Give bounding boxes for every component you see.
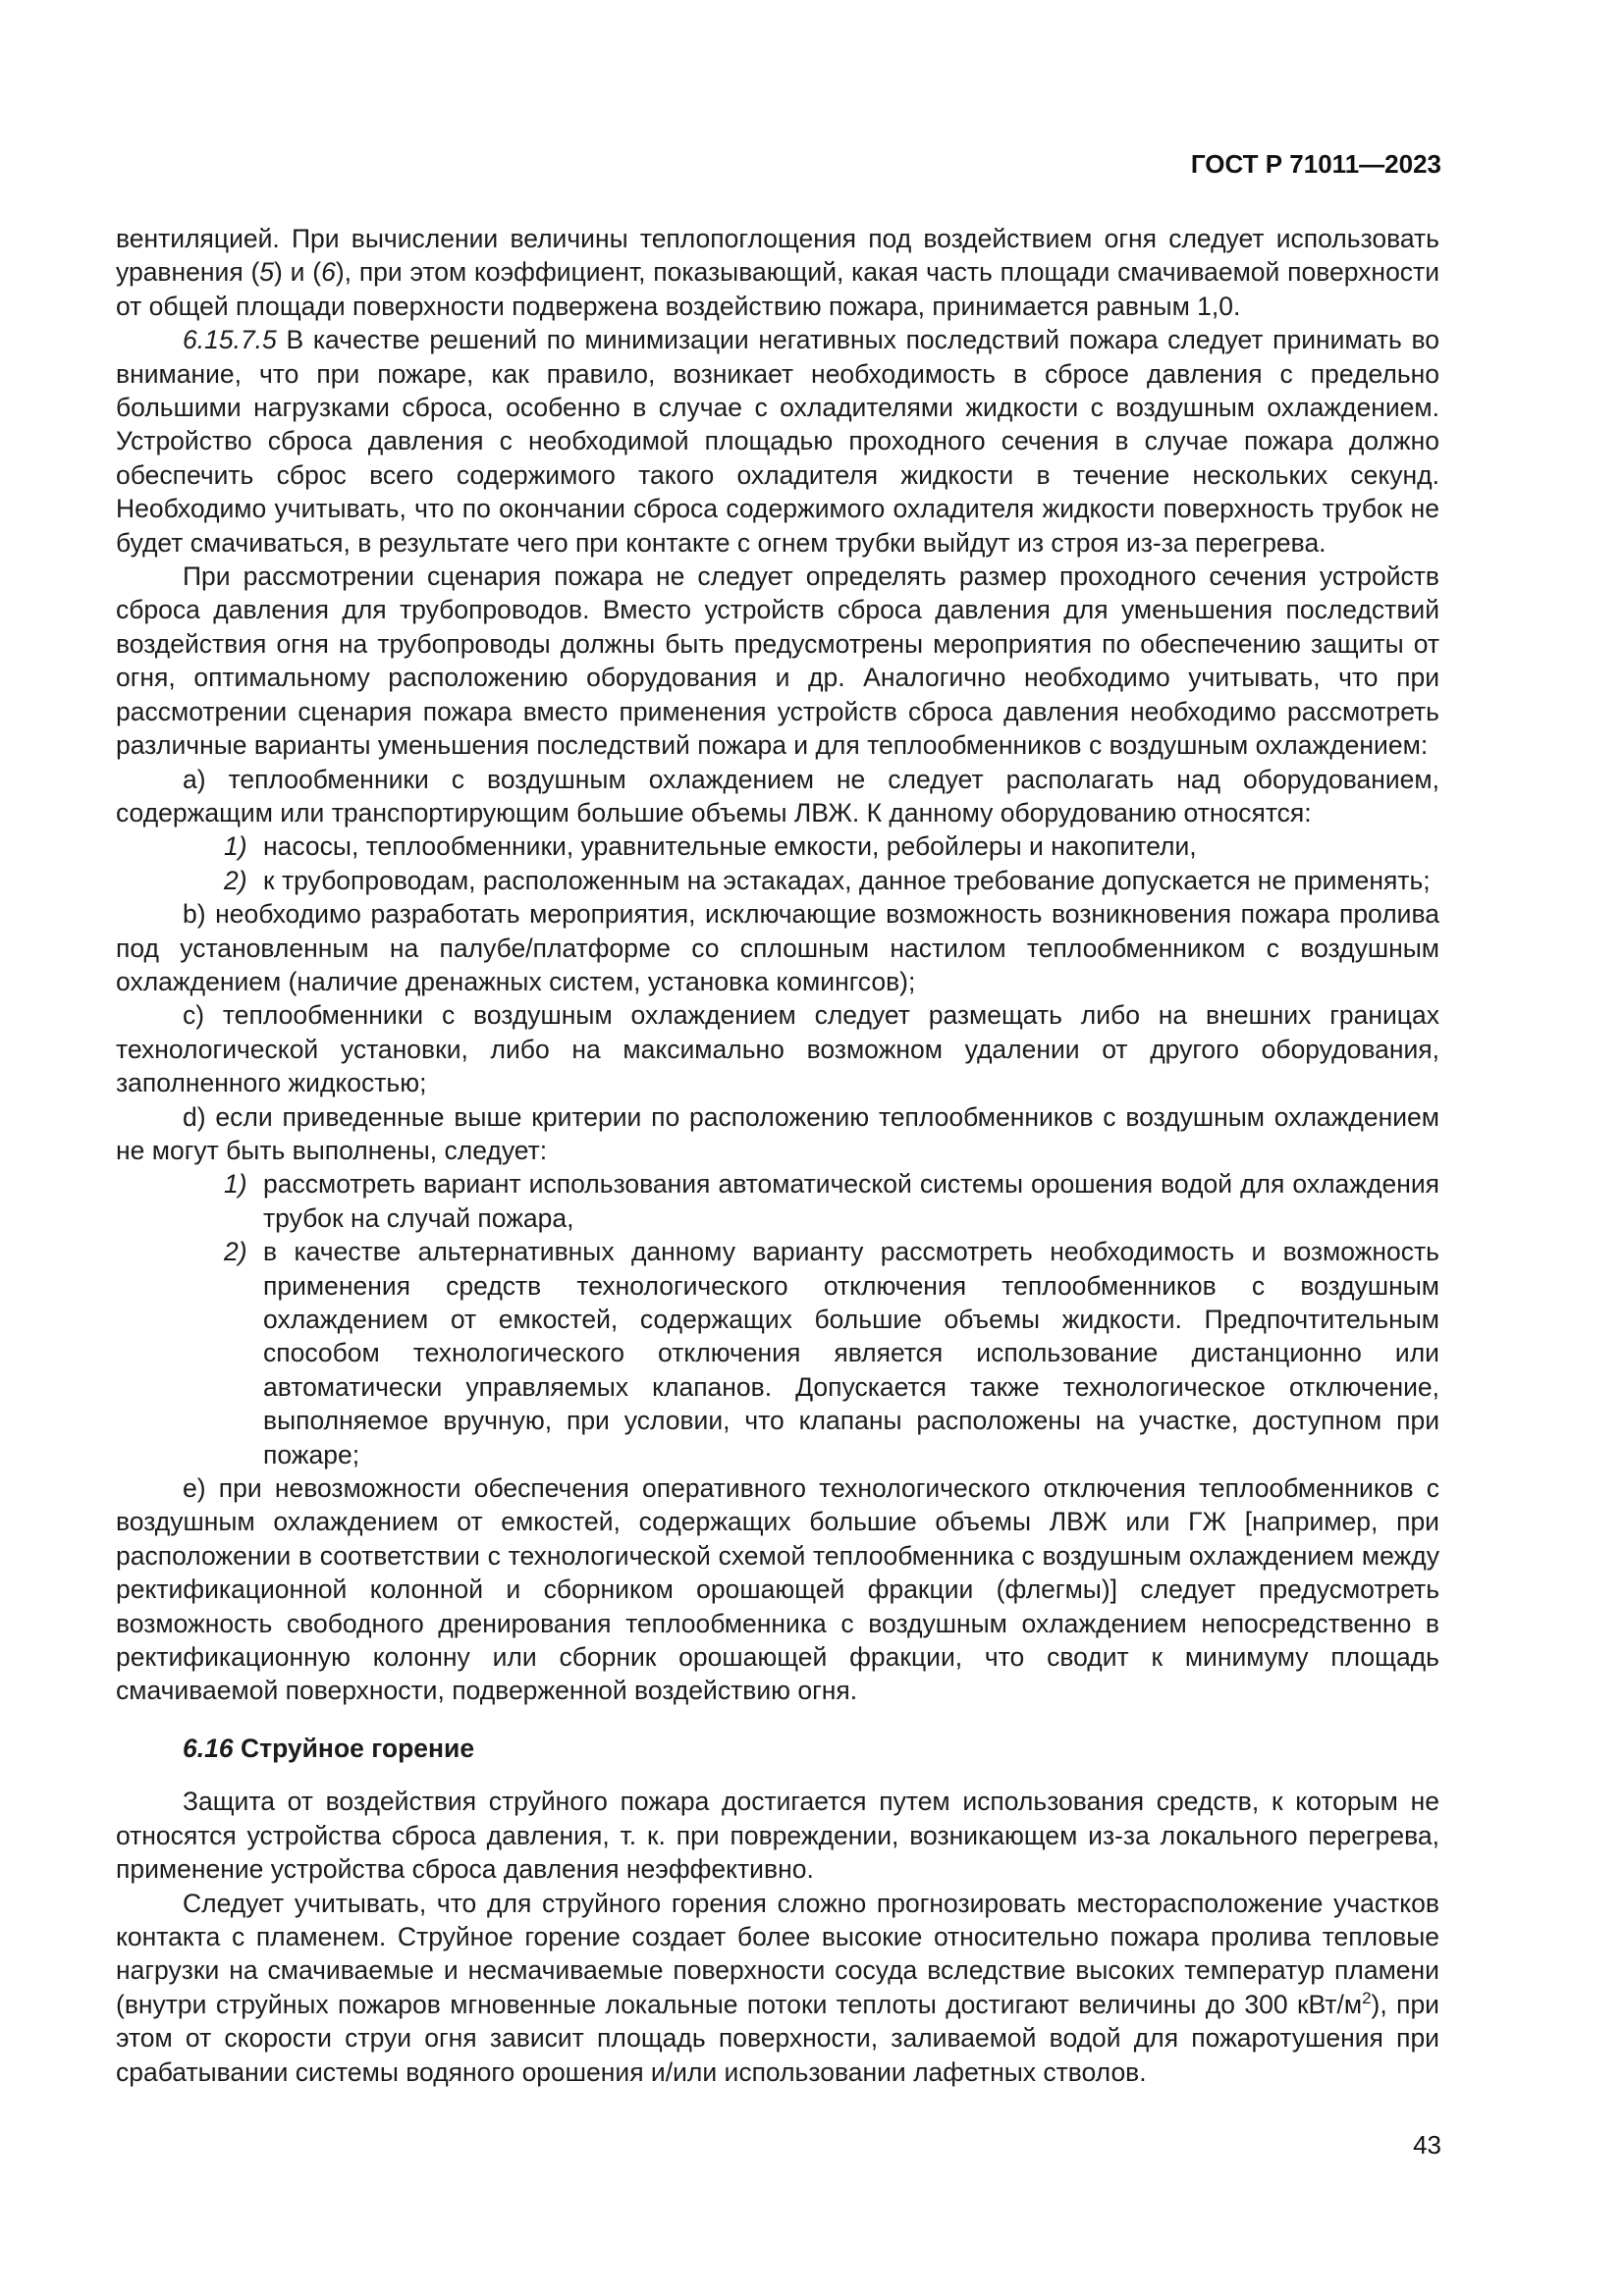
paragraph-scenario: При рассмотрении сценария пожара не следует определять размер проходного сечения устройств сброса давления для трубопроводов. Вместо устройств сброса давления для уменьшения последствий воздействия огня на трубопроводы должны быть предусмотрены мероприятия по обеспечению защиты от огня, оптимальному расположению оборудования и др. Аналогично необходимо учитывать, что при рассмотрении сценария пожара вместо применения устройств сброса давления необходимо рассмотреть различные варианты уменьшения последствий пожара и для теплообменников с воздушным охлаждением:: [116, 561, 1439, 761]
list-label: b): [183, 899, 206, 930]
clause-number: 6.15.7.5: [183, 325, 277, 355]
list-item-d: d) если приведенные выше критерии по расположению теплообменников с воздушным охлаждением не могут быть выполнены, следует:: [116, 1101, 1439, 1165]
sub-item-number: 1): [224, 1169, 247, 1200]
paragraph-jet-1: Защита от воздействия струйного пожара достигается путем использования средств, к которым не относятся устройства сброса давления, т. к. при повреждении, возникающем из-за локального перегрева, применение устройства сброса давления неэффективно.: [116, 1787, 1439, 1885]
sub-item: 2) к трубопроводам, расположенным на эстакадах, данное требование допускается не применять;: [116, 864, 1439, 897]
section-heading-6-16: [116, 1732, 1439, 1765]
sub-item-number: 2): [224, 865, 247, 895]
section-title: Струйное горение: [240, 1733, 475, 1763]
paragraph-6-15-7-5: 6.15.7.5 В качестве решений по минимизации негативных последствий пожара следует принимать во внимание, что при пожаре, как правило, возникает необходимость в сбросе давления с предельно большими нагрузками сброса, особенно в случае с охладителями жидкости с воздушным охлаждением. Устройство сброса давления с необходимой площадью проходного сечения в случае пожара должно обеспечить сброс всего содержимого такого охладителя жидкости в течение нескольких секунд. Необходимо учитывать, что по окончании сброса содержимого охладителя жидкости поверхность трубок не будет смачиваться, в результате чего при контакте с огнем трубки выйдут из строя из-за перегрева.: [116, 325, 1439, 558]
list-label: c): [183, 1000, 205, 1031]
list-item-b: b) необходимо разработать мероприятия, исключающие возможность возникновения пожара пролива под установленным на палубе/платформе со сплошным настилом теплообменником с воздушным охлаждением (наличие дренажных систем, установка комингсов);: [116, 899, 1439, 996]
section-number: 6.16: [183, 1733, 234, 1763]
equation-ref-5: 5: [259, 257, 275, 288]
sub-item-number: 2): [224, 1237, 247, 1267]
page-number: 43: [1413, 2130, 1441, 2160]
page-body: [116, 222, 1439, 2089]
list-label: e): [183, 1473, 206, 1504]
sub-item: 1) рассмотреть вариант использования автоматической системы орошения водой для охлаждения трубок на случай пожара,: [116, 1167, 1439, 1235]
paragraph-jet-2: Следует учитывать, что для струйного горения сложно прогнозировать месторасположение участков контакта с пламенем. Струйное горение создает более высокие относительно пожара пролива тепловые нагрузки на смачиваемые и несмачиваемые поверхности сосуда вследствие высоких температур пламени (внутри струйных пожаров мгновенные локальные потоки теплоты достигают величины до 300 кВт/$м^2$), при этом от скорости струи огня зависит площадь поверхности, заливаемой водой для пожаротушения при срабатывании системы водяного орошения и/или использовании лафетных стволов.: [116, 1888, 1439, 2087]
sub-item: 2) в качестве альтернативных данному варианту рассмотреть необходимость и возможность применения средств технологического отключения теплообменников с воздушным охлаждением от емкостей, содержащих большие объемы жидкости. Предпочтительным способом технологического отключения является использование дистанционно или автоматически управляемых клапанов. Допускается также технологическое отключение, выполняемое вручную, при условии, что клапаны расположены на участке, доступном при пожаре;: [116, 1235, 1439, 1471]
equation-ref-6: 6: [321, 257, 336, 288]
list-item-c: c) теплообменники с воздушным охлаждением следует размещать либо на внешних границах технологической установки, либо на максимально возможном удалении от другого оборудования, заполненного жидкостью;: [116, 1000, 1439, 1098]
standard-code-header: ГОСТ Р 71011—2023: [1190, 149, 1441, 179]
sub-item: 1) насосы, теплообменники, уравнительные емкости, ребойлеры и накопители,: [116, 829, 1439, 863]
paragraph-intro: вентиляцией. При вычислении величины теплопоглощения под воздействием огня следует использовать уравнения (5) и (6), при этом коэффициент, показывающий, какая часть площади смачиваемой поверхности от общей площади поверхности подвержена воздействию пожара, принимается равным 1,0.: [116, 224, 1439, 321]
superscript: 2: [1362, 1988, 1372, 2007]
list-label: a): [183, 764, 206, 794]
list-item-e: e) при невозможности обеспечения оперативного технологического отключения теплообменников с воздушным охлаждением от емкостей, содержащих большие объемы ЛВЖ или ГЖ [например, при расположении в соответствии с технологической схемой теплообменника с воздушным охлаждением между ректификационной колонной и сборником орошающей фракции (флегмы)] следует предусмотреть возможность свободного дренирования теплообменника с воздушным охлаждением непосредственно в ректификационную колонну или сборник орошающей фракции, что сводит к минимуму площадь смачиваемой поверхности, подверженной воздействию огня.: [116, 1473, 1439, 1706]
list-item-a: a) теплообменники с воздушным охлаждением не следует располагать над оборудованием, содержащим или транспортирующим большие объемы ЛВЖ. К данному оборудованию относятся:: [116, 764, 1439, 828]
list-label: d): [183, 1101, 206, 1132]
sub-item-number: 1): [224, 831, 247, 862]
